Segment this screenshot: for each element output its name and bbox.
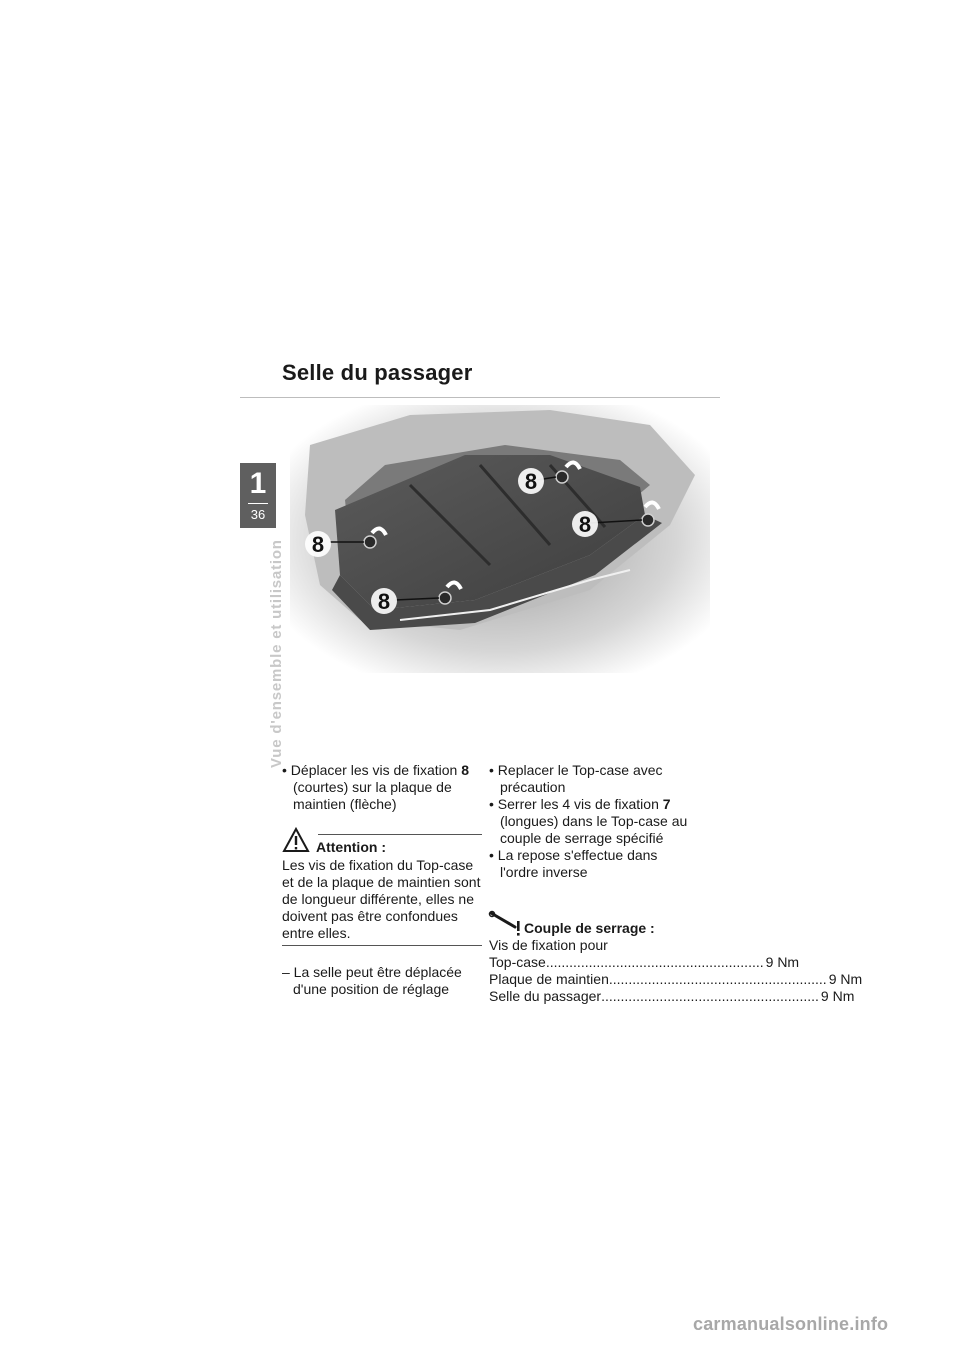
note-dash-item: – La selle peut être déplacée d'une position de réglage bbox=[282, 964, 462, 997]
attention-box bbox=[282, 827, 482, 946]
left-column bbox=[282, 762, 482, 1012]
torque-label: Plaque de maintien bbox=[489, 971, 609, 987]
dot-leader: ........................................................ bbox=[601, 988, 819, 1004]
bullet-text: • Serrer les 4 vis de fixation bbox=[489, 796, 663, 812]
bullet-text-continued: (courtes) sur la plaque de maintien (flèche) bbox=[293, 779, 452, 812]
instruction-bullet: • La repose s'effectue dans l'ordre inverse bbox=[489, 847, 658, 880]
callout-label bbox=[518, 468, 544, 494]
attention-header bbox=[282, 827, 482, 855]
instruction-bullet bbox=[282, 762, 482, 813]
seat-plate-illustration bbox=[290, 405, 710, 673]
torque-value: 9 Nm bbox=[828, 971, 863, 987]
callout-label bbox=[371, 588, 397, 614]
attention-rule bbox=[318, 834, 482, 835]
watermark: carmanualsonline.info bbox=[693, 1314, 889, 1334]
chapter-divider bbox=[248, 503, 268, 504]
torque-row bbox=[489, 954, 800, 971]
torque-row bbox=[489, 988, 855, 1005]
reference-number: 7 bbox=[662, 796, 671, 812]
right-column bbox=[489, 762, 863, 1005]
torque-label: Top-case bbox=[489, 954, 546, 970]
torque-value: 9 Nm bbox=[765, 954, 800, 970]
instruction-bullet bbox=[489, 796, 695, 847]
svg-text:8: 8 bbox=[524, 469, 538, 494]
torque-label: Selle du passager bbox=[489, 988, 602, 1004]
torque-row bbox=[489, 971, 863, 988]
chapter-number: 1 bbox=[249, 467, 267, 500]
page-title: Selle du passager bbox=[282, 360, 473, 385]
title-divider bbox=[240, 397, 720, 398]
seat-plate-drawing bbox=[290, 405, 710, 673]
chapter-tab bbox=[240, 463, 276, 528]
torque-row-label: Vis de fixation pour bbox=[489, 937, 608, 953]
reference-number: 8 bbox=[461, 762, 470, 778]
attention-title: Attention : bbox=[316, 839, 386, 855]
dot-leader: ........................................................ bbox=[545, 954, 764, 970]
bullet-text: • Déplacer les vis de fixation bbox=[282, 762, 462, 778]
section-side-label: Vue d'ensemble et utilisation bbox=[268, 539, 285, 768]
callout-label bbox=[305, 531, 331, 557]
bullet-text-continued: (longues) dans le Top-case au couple de serrage spécifié bbox=[500, 813, 688, 846]
svg-text:8: 8 bbox=[311, 532, 325, 557]
warning-triangle-icon bbox=[282, 827, 310, 853]
svg-text:8: 8 bbox=[578, 512, 592, 537]
torque-wrench-icon bbox=[489, 911, 525, 937]
attention-text: Les vis de fixation du Top-case et de la plaque de maintien sont de longueur différente, elles ne doivent pas être confondues entre elles. bbox=[282, 857, 482, 946]
torque-title: Couple de serrage : bbox=[524, 920, 655, 936]
page-number: 36 bbox=[250, 507, 266, 522]
svg-text:8: 8 bbox=[377, 589, 391, 614]
torque-value: 9 Nm bbox=[820, 988, 855, 1004]
dot-leader: ........................................................ bbox=[608, 971, 827, 987]
torque-header bbox=[489, 911, 695, 937]
instruction-bullet: • Replacer le Top-case avec précaution bbox=[489, 762, 663, 795]
callout-label bbox=[572, 511, 598, 537]
